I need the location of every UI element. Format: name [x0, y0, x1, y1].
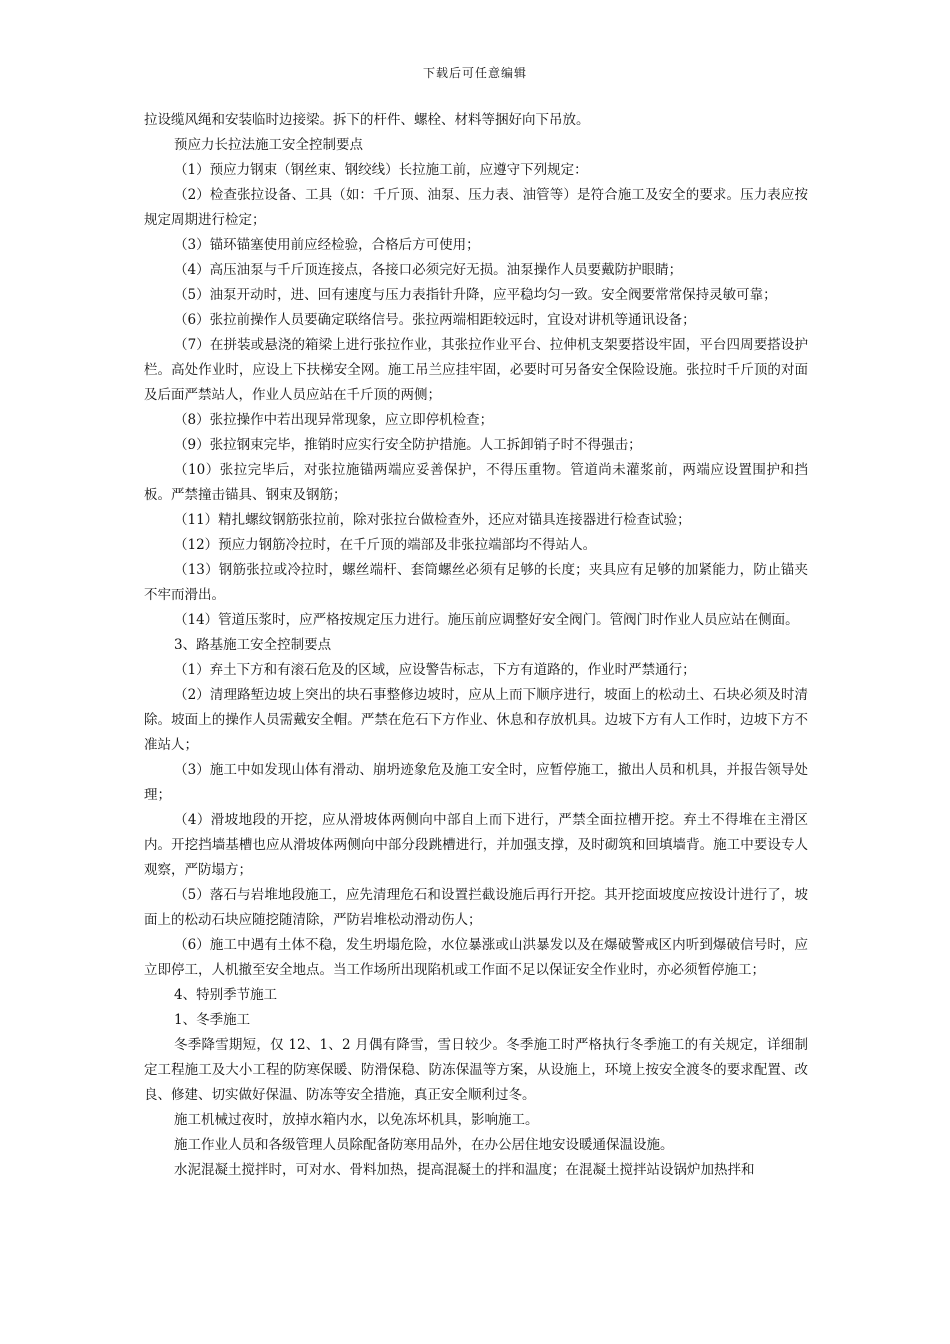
paragraph: （4）高压油泵与千斤顶连接点，各接口必须完好无损。油泵操作人员要戴防护眼睛；	[174, 262, 683, 278]
paragraph: 4、特别季节施工	[174, 987, 278, 1003]
paragraph: 1、冬季施工	[174, 1012, 251, 1028]
paragraph: （5）油泵开动时，进、回有速度与压力表指针升降，应平稳均匀一致。安全阀要常常保持灵敏可靠；	[174, 287, 777, 303]
paragraph: （3）施工中如发现山体有滑动、崩坍迹象危及施工安全时，应暂停施工，撤出人员和机具，并报告领导处理；	[144, 762, 808, 803]
paragraph: （13）钢筋张拉或冷拉时，螺丝端杆、套筒螺丝必须有足够的长度；夹具应有足够的加紧能力，防止锚夹不牢而滑出。	[144, 562, 808, 603]
document-body	[144, 108, 808, 1183]
paragraph: （9）张拉钢束完毕，推销时应实行安全防护措施。人工拆卸销子时不得强击；	[174, 437, 642, 453]
paragraph: （2）检查张拉设备、工具（如：千斤顶、油泵、压力表、油管等）是符合施工及安全的要求。压力表应按规定周期进行检定；	[144, 187, 808, 228]
paragraph: 水泥混凝土搅拌时，可对水、骨料加热，提高混凝土的拌和温度；在混凝土搅拌站设锅炉加热拌和	[174, 1162, 755, 1178]
paragraph: （10）张拉完毕后，对张拉施锚两端应妥善保护，不得压重物。管道尚未灌浆前，两端应设置围护和挡板。严禁撞击锚具、钢束及钢筋；	[144, 462, 808, 503]
paragraph: （1）预应力钢束（钢丝束、钢绞线）长拉施工前，应遵守下列规定：	[174, 162, 588, 178]
paragraph: （7）在拼装或悬浇的箱梁上进行张拉作业，其张拉作业平台、拉伸机支架要搭设牢固，平台四周要搭设护栏。高处作业时，应设上下扶梯安全网。施工吊兰应挂牢固，必要时可另备安全保险设施。张拉时千斤顶的对面及后面严禁站人，作业人员应站在千斤顶的两侧；	[144, 337, 808, 403]
paragraph: 施工作业人员和各级管理人员除配备防寒用品外，在办公居住地安设暖通保温设施。	[174, 1137, 674, 1153]
paragraph: （3）锚环锚塞使用前应经检验，合格后方可使用；	[174, 237, 480, 253]
paragraph: （6）施工中遇有土体不稳，发生坍塌危险，水位暴涨或山洪暴发以及在爆破警戒区内听到爆破信号时，应立即停工，人机撤至安全地点。当工作场所出现陷机或工作面不足以保证安全作业时，亦必须暂停施工；	[144, 937, 808, 978]
paragraph: （14）管道压浆时，应严格按规定压力进行。施压前应调整好安全阀门。管阀门时作业人员应站在侧面。	[174, 612, 799, 628]
paragraph: 拉设缆风绳和安装临时边接梁。拆下的杆件、螺栓、材料等捆好向下吊放。	[144, 112, 590, 128]
page-header: 下载后可任意编辑	[422, 66, 527, 80]
paragraph: （5）落石与岩堆地段施工，应先清理危石和设置拦截设施后再行开挖。其开挖面坡度应按设计进行了，坡面上的松动石块应随挖随清除，严防岩堆松动滑动伤人；	[144, 887, 808, 928]
paragraph: （6）张拉前操作人员要确定联络信号。张拉两端相距较远时，宜设对讲机等通讯设备；	[174, 312, 696, 328]
paragraph: 预应力长拉法施工安全控制要点	[174, 137, 363, 153]
paragraph: （11）精扎螺纹钢筋张拉前，除对张拉台做检查外，还应对锚具连接器进行检查试验；	[174, 512, 691, 528]
paragraph: （8）张拉操作中若出现异常现象，应立即停机检查；	[174, 412, 494, 428]
paragraph: 3、路基施工安全控制要点	[174, 637, 332, 653]
paragraph: （12）预应力钢筋冷拉时，在千斤顶的端部及非张拉端部均不得站人。	[174, 537, 597, 553]
paragraph: （4）滑坡地段的开挖，应从滑坡体两侧向中部自上而下进行，严禁全面拉槽开挖。弃土不得堆在主滑区内。开挖挡墙基槽也应从滑坡体两侧向中部分段跳槽进行，并加强支撑，及时砌筑和回填墙背。施工中要设专人观察，严防塌方；	[144, 812, 808, 878]
paragraph: 冬季降雪期短，仅 12、1、2 月偶有降雪，雪日较少。冬季施工时严格执行冬季施工的有关规定，详细制定工程施工及大小工程的防寒保暖、防滑保稳、防冻保温等方案，从设施上，环境上按安全渡冬的要求配置、改良、修建、切实做好保温、防冻等安全措施，真正安全顺利过冬。	[144, 1037, 808, 1103]
paragraph: 施工机械过夜时，放掉水箱内水，以免冻坏机具，影响施工。	[174, 1112, 539, 1128]
paragraph: （1）弃土下方和有滚石危及的区域，应设警告标志，下方有道路的，作业时严禁通行；	[174, 662, 696, 678]
paragraph: （2）清理路堑边坡上突出的块石事整修边坡时，应从上而下顺序进行，坡面上的松动土、石块必须及时清除。坡面上的操作人员需戴安全帽。严禁在危石下方作业、休息和存放机具。边坡下方有人工作时，边坡下方不准站人；	[144, 687, 808, 753]
